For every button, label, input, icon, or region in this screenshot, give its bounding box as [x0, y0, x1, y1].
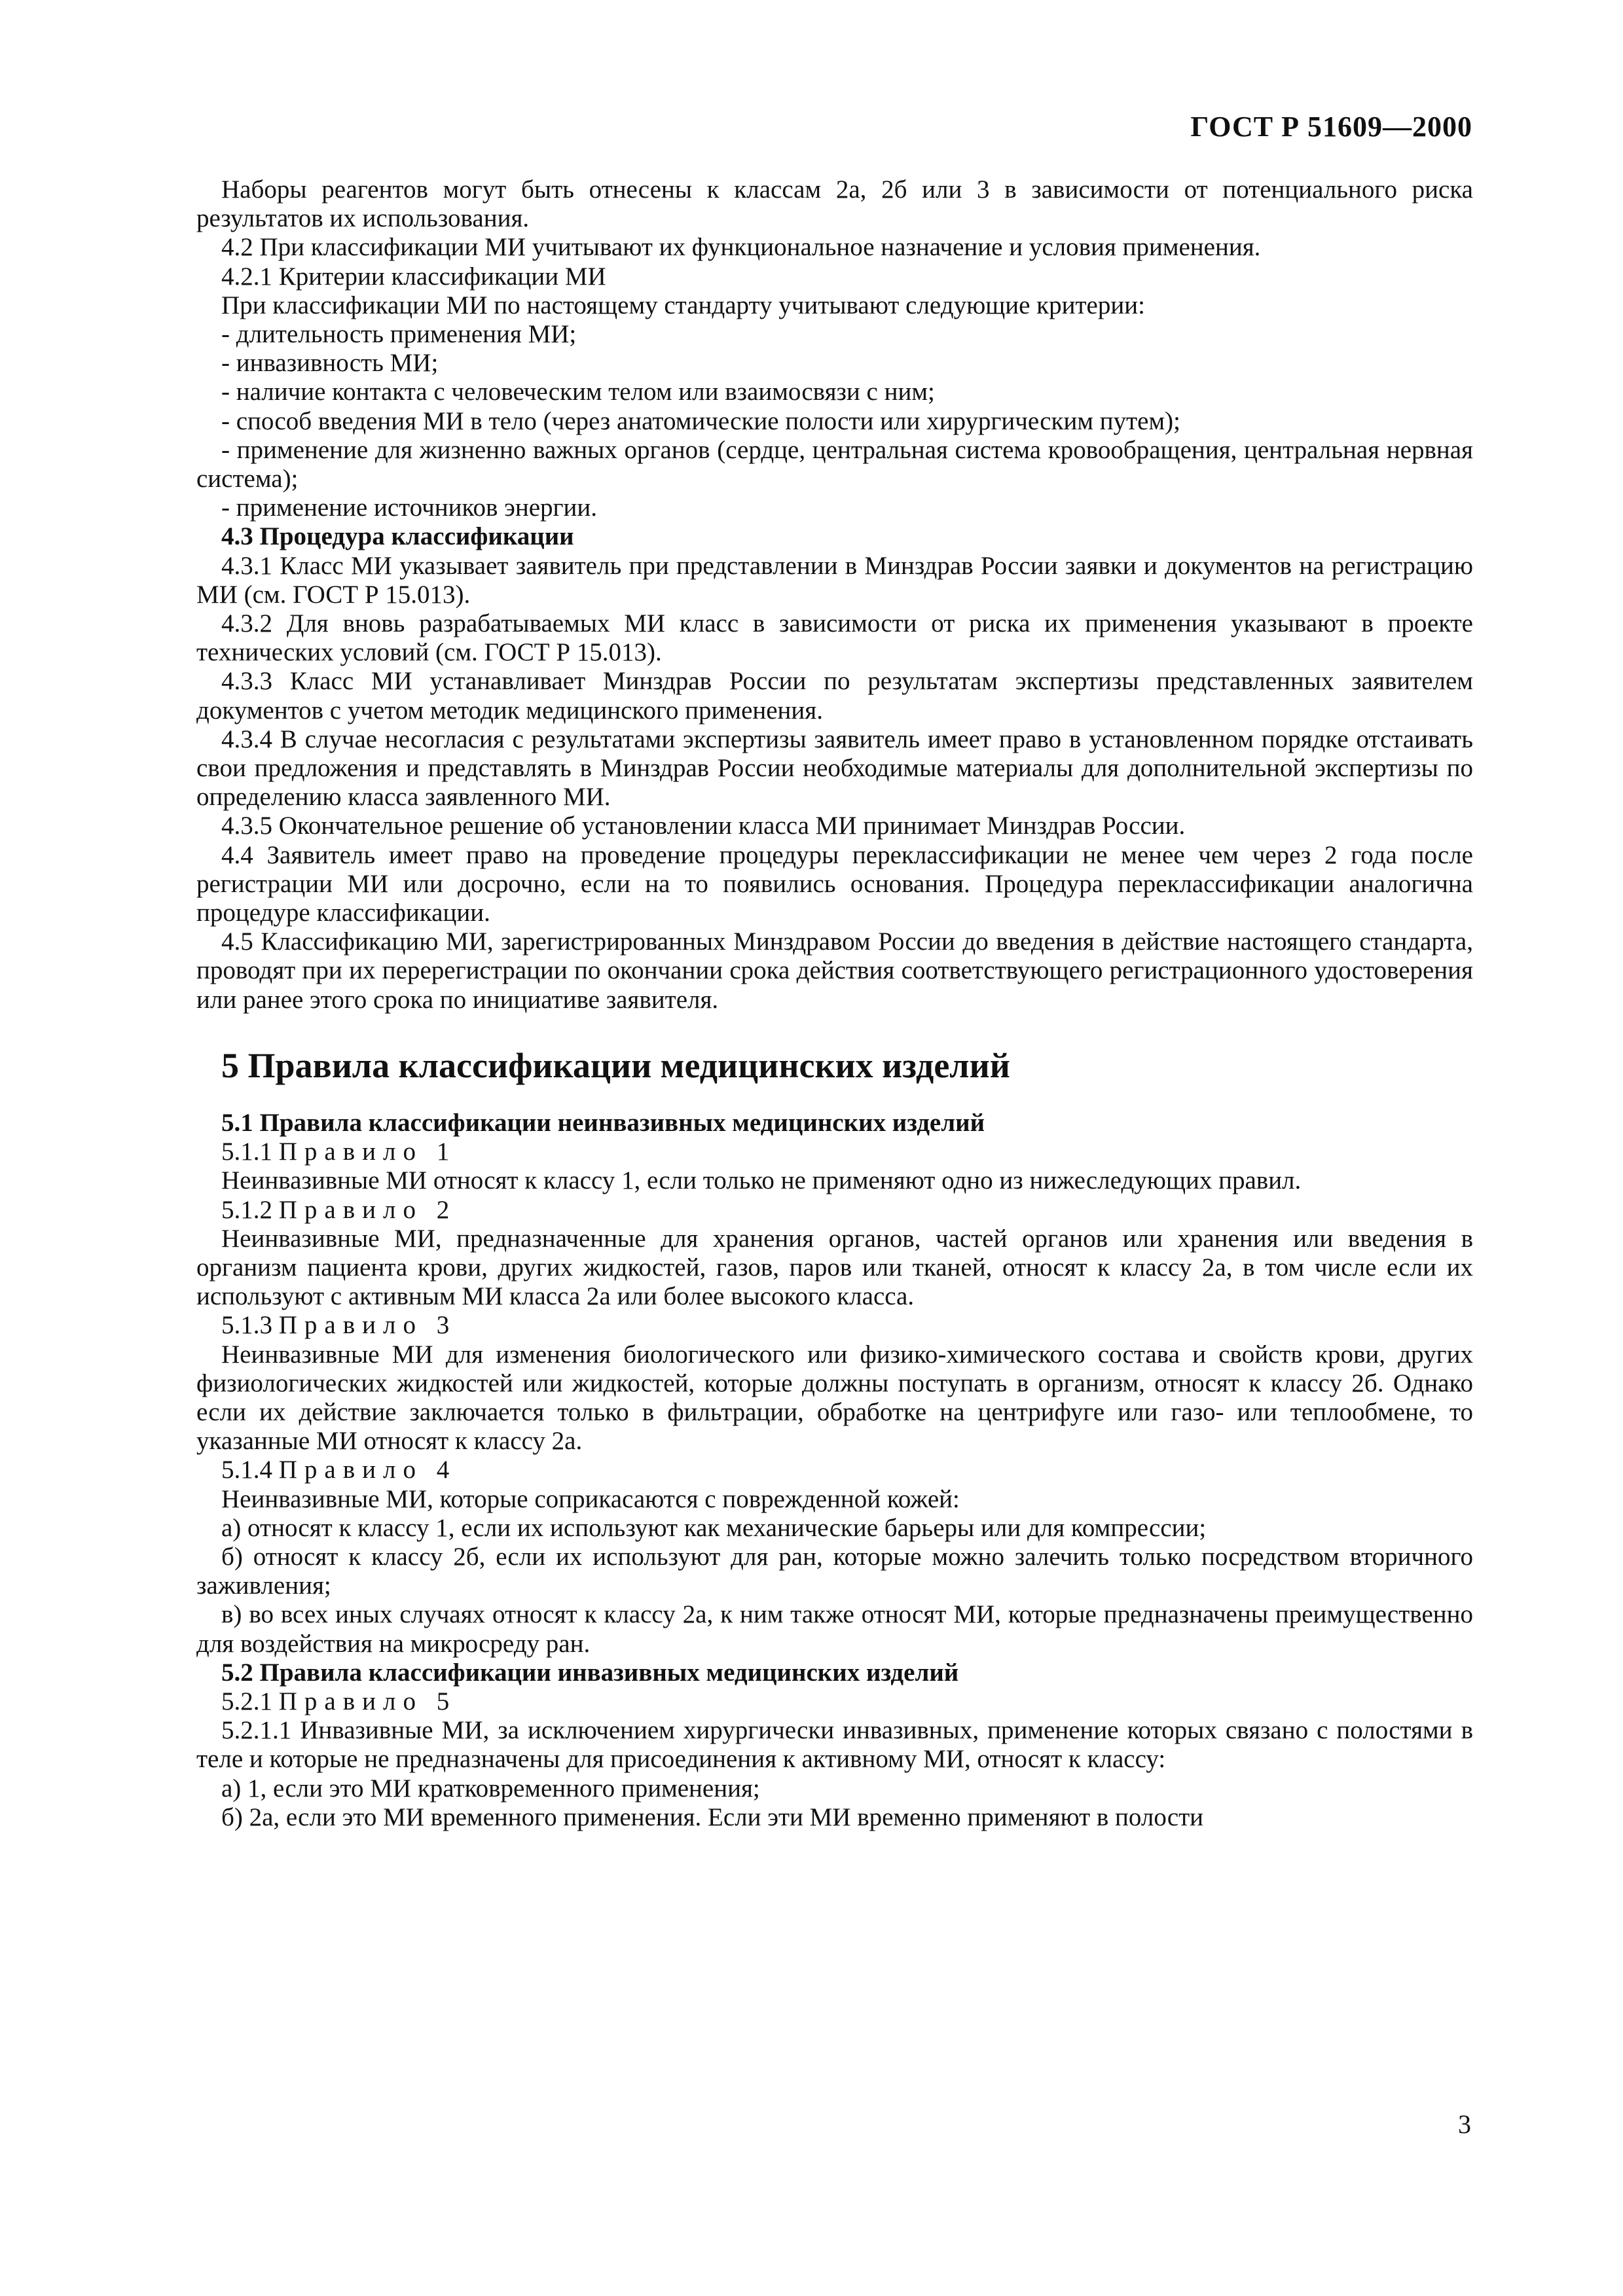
paragraph: При классификации МИ по настоящему стандарту учитывают следующие критерии:: [221, 291, 1145, 319]
paragraph: 4.4 Заявитель имеет право на проведение процедуры переклассификации не менее чем через 2 года после регистрации МИ или досрочно, если на то появились основания. Процедура переклассификации аналогична процедуре классификации.: [196, 840, 1473, 927]
section-heading-5: 5 Правила классификации медицинских изделий: [221, 1045, 1010, 1085]
paragraph: Неинвазивные МИ относят к классу 1, если только не применяют одно из нижеследующих правил.: [221, 1166, 1302, 1195]
document-code: ГОСТ Р 51609—2000: [1190, 111, 1472, 143]
paragraph: Наборы реагентов могут быть отнесены к классам 2а, 2б или 3 в зависимости от потенциального риска результатов их использования.: [196, 175, 1473, 233]
criteria-item: - применение источников энергии.: [221, 493, 598, 522]
list-item: б) 2а, если это МИ временного применения. Если эти МИ временно применяют в полости: [221, 1803, 1204, 1831]
section-heading-4-3: 4.3 Процедура классификации: [221, 522, 574, 551]
rule-number: 5.2.1: [221, 1687, 272, 1715]
criteria-item: - применение для жизненно важных органов (сердце, центральная система кровообращения, центральная нервная система);: [196, 435, 1473, 493]
paragraph: 4.3.4 В случае несогласия с результатами экспертизы заявитель имеет право в установленном порядке отстаивать свои предложения и представлять в Минздрав России необходимые материалы для дополнительной экспертизы по определению класса заявленного МИ.: [196, 725, 1473, 812]
section-heading-5-2: 5.2 Правила классификации инвазивных медицинских изделий: [221, 1658, 959, 1687]
paragraph: Неинвазивные МИ, предназначенные для хранения органов, частей органов или хранения или введения в организм пациента крови, других жидкостей, газов, паров или тканей, относят к классу 2а, в том числе если их используют с активным МИ класса 2а или более высокого класса.: [196, 1224, 1473, 1311]
paragraph: 4.3.5 Окончательное решение об установлении класса МИ принимает Минздрав России.: [221, 812, 1186, 840]
page-number: 3: [1458, 2109, 1471, 2139]
paragraph: 4.3.1 Класс МИ указывает заявитель при представлении в Минздрав России заявки и документов на регистрацию МИ (см. ГОСТ Р 15.013).: [196, 551, 1473, 609]
rule-label: Правило 3: [278, 1311, 457, 1340]
section-heading-5-1: 5.1 Правила классификации неинвазивных медицинских изделий: [221, 1108, 985, 1137]
rule-number: 5.1.2: [221, 1195, 272, 1224]
paragraph: 5.2.1.1 Инвазивные МИ, за исключением хирургически инвазивных, применение которых связано с полостями в теле и которые не предназначены для присоединения к активному МИ, относят к классу:: [196, 1716, 1473, 1774]
rule-label: Правило 1: [278, 1138, 457, 1166]
rule-heading: [196, 1196, 1473, 1225]
rule-heading: [196, 1311, 1473, 1340]
list-item: б) относят к классу 2б, если их используют для ран, которые можно залечить только посредством вторичного заживления;: [196, 1542, 1473, 1600]
rule-number: 5.1.4: [221, 1456, 272, 1484]
paragraph: 4.2 При классификации МИ учитывают их функциональное назначение и условия применения.: [221, 233, 1261, 262]
rule-label: Правило 4: [278, 1456, 457, 1484]
list-item: в) во всех иных случаях относят к классу 2а, к ним также относят МИ, которые предназначены преимущественно для воздействия на микросреду ран.: [196, 1600, 1473, 1658]
rule-number: 5.1.3: [221, 1311, 272, 1340]
rule-label: Правило 2: [278, 1195, 457, 1224]
paragraph: 4.5 Классификацию МИ, зарегистрированных Минздравом России до введения в действие настоящего стандарта, проводят при их перерегистрации по окончании срока действия соответствующего регистрационного удостоверения или ранее этого срока по инициативе заявителя.: [196, 927, 1473, 1014]
list-item: а) относят к классу 1, если их используют как механические барьеры или для компрессии;: [221, 1513, 1207, 1542]
criteria-item: - длительность применения МИ;: [221, 320, 577, 349]
rule-heading: [196, 1456, 1473, 1484]
rule-number: 5.1.1: [221, 1138, 272, 1166]
rule-heading: [196, 1687, 1473, 1716]
document-body: [196, 175, 1473, 1832]
paragraph: 4.3.2 Для вновь разрабатываемых МИ класс в зависимости от риска их применения указывают в проекте технических условий (см. ГОСТ Р 15.013).: [196, 609, 1473, 667]
rule-label: Правило 5: [278, 1687, 457, 1715]
criteria-item: - наличие контакта с человеческим телом или взаимосвязи с ним;: [221, 378, 935, 406]
criteria-item: - инвазивность МИ;: [221, 349, 439, 378]
criteria-item: - способ введения МИ в тело (через анатомические полости или хирургическим путем);: [221, 406, 1180, 435]
paragraph: 4.3.3 Класс МИ устанавливает Минздрав России по результатам экспертизы представленных заявителем документов с учетом методик медицинского применения.: [196, 667, 1473, 725]
paragraph: Неинвазивные МИ для изменения биологического или физико-химического состава и свойств крови, других физиологических жидкостей или жидкостей, которые должны поступать в организм, относят к классу 2б. Однако если их действие заключается только в фильтрации, обработке на центрифуге или газо- или теплообмене, то указанные МИ относят к классу 2а.: [196, 1340, 1473, 1456]
rule-heading: [196, 1138, 1473, 1166]
paragraph: 4.2.1 Критерии классификации МИ: [221, 262, 606, 291]
paragraph: Неинвазивные МИ, которые соприкасаются с поврежденной кожей:: [221, 1484, 960, 1513]
list-item: а) 1, если это МИ кратковременного применения;: [221, 1774, 760, 1803]
